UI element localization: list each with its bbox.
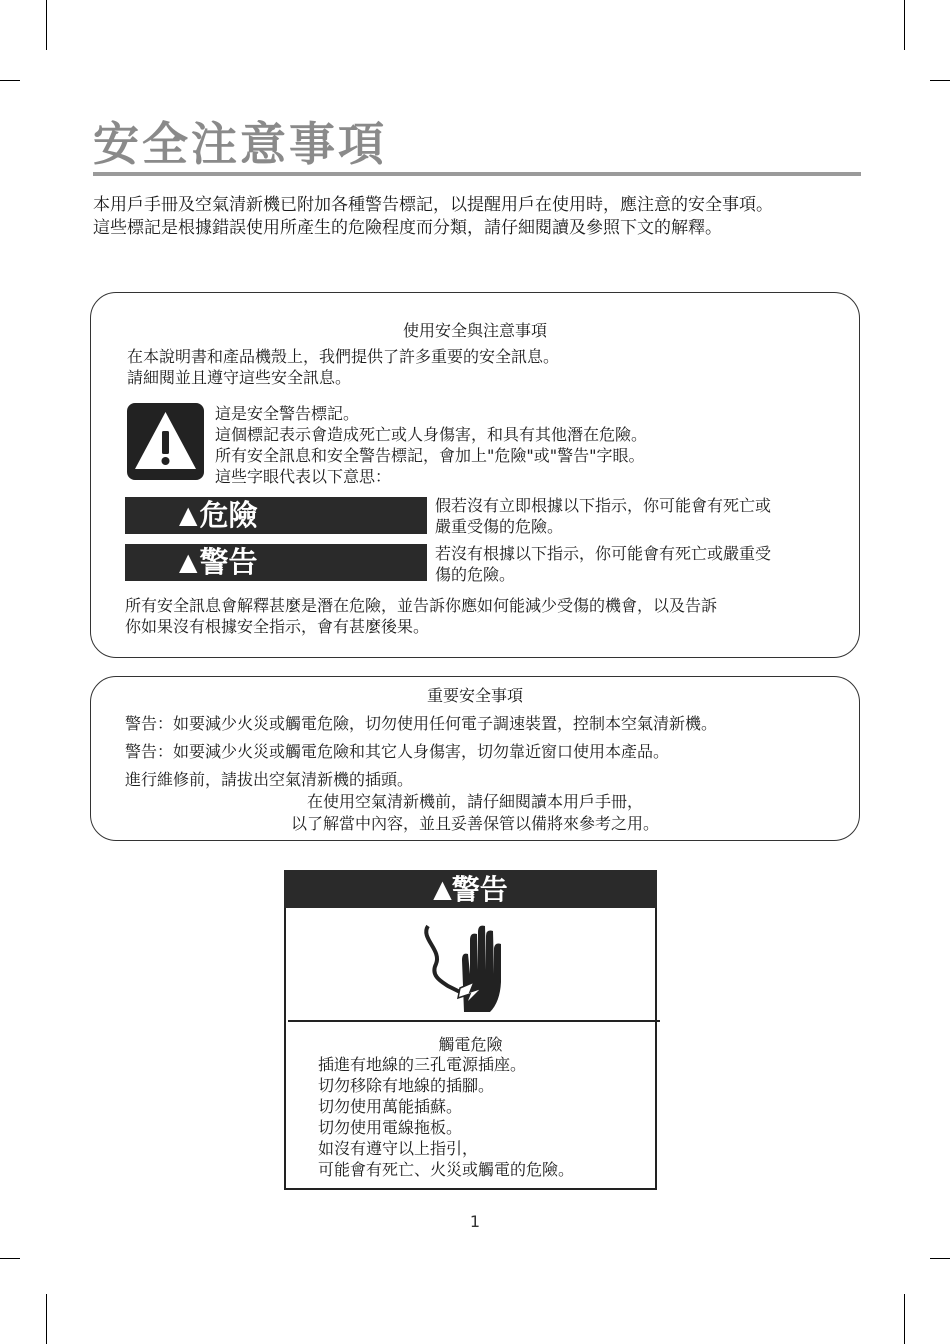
danger-desc-line: 嚴重受傷的危險。 — [435, 517, 564, 536]
crop-mark — [46, 1294, 47, 1344]
page-title: 安全注意事項 — [93, 117, 387, 171]
safety-box-footer — [125, 595, 717, 637]
shock-instructions — [318, 1054, 574, 1180]
important-safety-box — [90, 676, 860, 841]
danger-banner — [125, 497, 427, 534]
important-closing — [91, 791, 859, 835]
shock-warning-header — [284, 870, 657, 908]
shock-line: 插進有地線的三孔電源插座。 — [318, 1055, 527, 1074]
title-rule — [93, 172, 861, 176]
safety-box-intro — [127, 346, 559, 388]
danger-label: 危險 — [199, 498, 258, 532]
crop-mark — [46, 0, 47, 50]
crop-mark — [904, 1294, 905, 1344]
crop-mark — [0, 1258, 20, 1259]
safety-intro-line: 在本說明書和產品機殼上，我們提供了許多重要的安全訊息。 — [127, 347, 560, 366]
warning-desc-line: 若沒有根據以下指示，你可能會有死亡或嚴重受 — [435, 544, 772, 563]
warning-triangle-icon: ▲ — [179, 501, 198, 529]
safety-symbol-explanation — [215, 403, 647, 487]
crop-mark — [930, 80, 950, 81]
footer-line: 所有安全訊息會解釋甚麼是潛在危險，並告訴你應如何能減少受傷的機會，以及告訴 — [125, 596, 718, 615]
warning-label: 警告 — [199, 545, 258, 579]
footer-line: 你如果沒有根據安全指示，會有甚麼後果。 — [125, 617, 430, 636]
symbol-line: 這個標記表示會造成死亡或人身傷害，和具有其他潛在危險。 — [215, 425, 648, 444]
important-line: 警告：如要減少火災或觸電危險，切勿使用任何電子調速裝置，控制本空氣清新機。 — [125, 714, 718, 733]
intro-line: 本用戶手冊及空氣清新機已附加各種警告標記，以提醒用戶在使用時，應注意的安全事項。 — [93, 195, 773, 215]
warning-triangle-icon: ▲ — [433, 875, 452, 903]
safety-intro-line: 請細閱並且遵守這些安全訊息。 — [127, 368, 352, 387]
warning-banner — [125, 544, 427, 581]
safety-info-box — [90, 292, 860, 658]
shock-header-label: 警告 — [451, 873, 508, 906]
shock-line: 如沒有遵守以上指引， — [318, 1139, 479, 1158]
important-line: 進行維修前，請拔出空氣清新機的插頭。 — [125, 770, 414, 789]
closing-line: 在使用空氣清新機前，請仔細閱讀本用戶手冊， — [306, 792, 643, 811]
important-box-heading: 重要安全事項 — [426, 686, 523, 705]
important-line: 警告：如要減少火災或觸電危險和其它人身傷害，切勿靠近窗口使用本產品。 — [125, 742, 670, 761]
electric-shock-warning — [284, 870, 657, 1190]
danger-desc-line: 假若沒有立即根據以下指示，你可能會有死亡或 — [435, 496, 772, 515]
warning-triangle-icon: ▲ — [179, 548, 198, 576]
shock-line: 切勿使用電線拖板。 — [318, 1118, 463, 1137]
intro-paragraph — [93, 194, 873, 240]
page-number: 1 — [469, 1212, 481, 1231]
warning-description — [435, 543, 771, 585]
crop-mark — [904, 0, 905, 50]
intro-line: 這些標記是根據錯誤使用所產生的危險程度而分類，請仔細閱讀及參照下文的解釋。 — [93, 218, 722, 238]
symbol-line: 這是安全警告標記。 — [215, 404, 360, 423]
warning-desc-line: 傷的危險。 — [435, 565, 516, 584]
crop-mark — [930, 1258, 950, 1259]
closing-line: 以了解當中內容，並且妥善保管以備將來參考之用。 — [290, 814, 659, 833]
shock-line: 切勿移除有地線的插腳。 — [318, 1076, 495, 1095]
symbol-line: 這些字眼代表以下意思： — [215, 467, 392, 486]
shock-divider — [288, 1020, 660, 1022]
electric-shock-hand-icon — [416, 920, 526, 1016]
danger-description — [435, 495, 771, 537]
shock-caption: 觸電危險 — [438, 1035, 503, 1054]
safety-alert-icon — [127, 403, 204, 480]
crop-mark — [0, 80, 20, 81]
symbol-line: 所有安全訊息和安全警告標記，會加上"危險"或"警告"字眼。 — [215, 446, 645, 465]
shock-line: 可能會有死亡、火災或觸電的危險。 — [318, 1160, 575, 1179]
safety-box-heading: 使用安全與注意事項 — [402, 321, 547, 340]
shock-line: 切勿使用萬能插蘇。 — [318, 1097, 463, 1116]
